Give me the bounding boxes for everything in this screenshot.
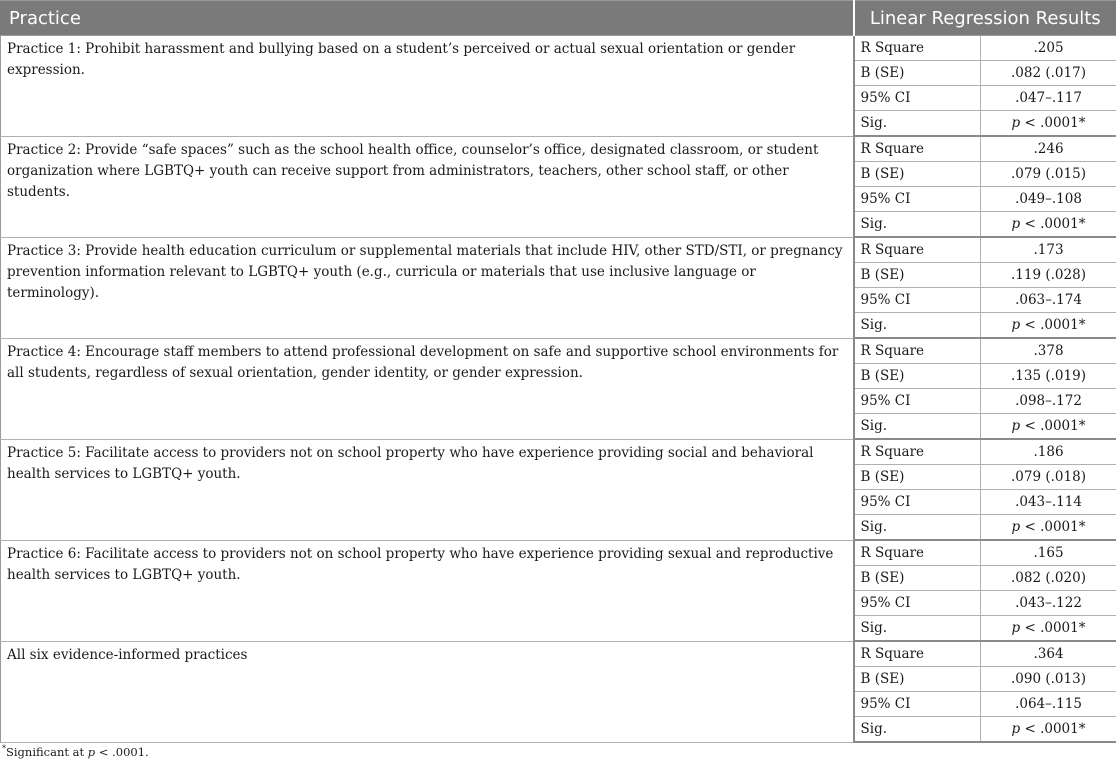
- stat-label: R Square: [854, 439, 981, 465]
- table-body: [1, 36, 1116, 743]
- table-footnote: [2, 744, 149, 759]
- p-value-symbol: p: [1011, 721, 1021, 737]
- table-row: [1, 641, 1116, 667]
- stat-value: .043–.114: [981, 490, 1116, 515]
- stat-label: 95% CI: [854, 591, 981, 616]
- p-value-text: < .0001*: [1020, 620, 1086, 636]
- table-row: [1, 36, 1116, 61]
- stat-label: Sig.: [854, 111, 981, 137]
- stat-value: .082 (.020): [981, 566, 1116, 591]
- table-row: [1, 439, 1116, 465]
- practice-column-header: Practice: [1, 1, 854, 36]
- stat-value: .079 (.015): [981, 162, 1116, 187]
- stat-value: .119 (.028): [981, 263, 1116, 288]
- stat-label: Sig.: [854, 515, 981, 541]
- p-value-symbol: p: [1011, 418, 1021, 434]
- stat-label: B (SE): [854, 566, 981, 591]
- stat-value: .043–.122: [981, 591, 1116, 616]
- stat-value: .049–.108: [981, 187, 1116, 212]
- stat-label: R Square: [854, 641, 981, 667]
- stat-label: B (SE): [854, 667, 981, 692]
- stat-value: .064–.115: [981, 692, 1116, 717]
- stat-label: Sig.: [854, 616, 981, 642]
- practice-description: Practice 2: Provide “safe spaces” such as the school health office, counselor’s office, designated classroom, or student organization where LGBTQ+ youth can receive support from administrators, teachers, other school staff, or other students.: [1, 136, 854, 237]
- stat-label: B (SE): [854, 263, 981, 288]
- footnote-p-symbol: p: [87, 744, 96, 759]
- stat-label: B (SE): [854, 364, 981, 389]
- p-value-symbol: p: [1011, 216, 1021, 232]
- stat-label: Sig.: [854, 212, 981, 238]
- stat-value: .098–.172: [981, 389, 1116, 414]
- practice-description: Practice 1: Prohibit harassment and bullying based on a student’s perceived or actual sexual orientation or gender expression.: [1, 36, 854, 137]
- stat-value: [981, 313, 1116, 339]
- stat-value: [981, 515, 1116, 541]
- table-row: [1, 136, 1116, 162]
- stat-value: .079 (.018): [981, 465, 1116, 490]
- stat-label: R Square: [854, 338, 981, 364]
- stat-label: B (SE): [854, 61, 981, 86]
- p-value-symbol: p: [1011, 620, 1021, 636]
- table-row: [1, 237, 1116, 263]
- stat-label: 95% CI: [854, 490, 981, 515]
- stat-label: Sig.: [854, 313, 981, 339]
- stat-value: .364: [981, 641, 1116, 667]
- stat-value: .205: [981, 36, 1116, 61]
- stat-value: .047–.117: [981, 86, 1116, 111]
- footnote-text-before: Significant at: [6, 744, 88, 759]
- stat-value: [981, 414, 1116, 440]
- stat-value: [981, 212, 1116, 238]
- stat-value: .135 (.019): [981, 364, 1116, 389]
- p-value-text: < .0001*: [1020, 115, 1086, 131]
- footnote-text-after: < .0001.: [95, 744, 149, 759]
- practice-description: Practice 5: Facilitate access to providers not on school property who have experience providing social and behavioral health services to LGBTQ+ youth.: [1, 439, 854, 540]
- p-value-text: < .0001*: [1020, 216, 1086, 232]
- stat-label: Sig.: [854, 414, 981, 440]
- stat-value: .173: [981, 237, 1116, 263]
- practice-description: Practice 4: Encourage staff members to attend professional development on safe and supportive school environments for all students, regardless of sexual orientation, gender identity, or gender expression.: [1, 338, 854, 439]
- p-value-text: < .0001*: [1020, 418, 1086, 434]
- practice-description: Practice 3: Provide health education curriculum or supplemental materials that include HIV, other STD/STI, or pregnancy prevention information relevant to LGBTQ+ youth (e.g., curricula or materials that use inclusive language or terminology).: [1, 237, 854, 338]
- stat-label: 95% CI: [854, 187, 981, 212]
- stat-label: R Square: [854, 237, 981, 263]
- stat-label: 95% CI: [854, 288, 981, 313]
- stat-label: 95% CI: [854, 86, 981, 111]
- stat-label: 95% CI: [854, 692, 981, 717]
- stat-label: 95% CI: [854, 389, 981, 414]
- table-row: [1, 338, 1116, 364]
- footnote-mark: *: [2, 744, 6, 753]
- p-value-symbol: p: [1011, 519, 1021, 535]
- stat-value: [981, 717, 1116, 743]
- p-value-text: < .0001*: [1020, 519, 1086, 535]
- stat-value: .186: [981, 439, 1116, 465]
- practice-description: All six evidence-informed practices: [1, 641, 854, 742]
- stat-value: .378: [981, 338, 1116, 364]
- p-value-symbol: p: [1011, 115, 1021, 131]
- stat-label: B (SE): [854, 162, 981, 187]
- stat-value: .090 (.013): [981, 667, 1116, 692]
- practice-description: Practice 6: Facilitate access to providers not on school property who have experience providing sexual and reproductive health services to LGBTQ+ youth.: [1, 540, 854, 641]
- p-value-text: < .0001*: [1020, 721, 1086, 737]
- stat-value: [981, 111, 1116, 137]
- p-value-text: < .0001*: [1020, 317, 1086, 333]
- stat-value: .082 (.017): [981, 61, 1116, 86]
- stat-value: .165: [981, 540, 1116, 566]
- stat-label: B (SE): [854, 465, 981, 490]
- stat-value: .246: [981, 136, 1116, 162]
- stat-label: R Square: [854, 540, 981, 566]
- p-value-symbol: p: [1011, 317, 1021, 333]
- results-column-header: Linear Regression Results: [854, 1, 1116, 36]
- stat-label: Sig.: [854, 717, 981, 743]
- table-row: [1, 540, 1116, 566]
- stat-value: [981, 616, 1116, 642]
- stat-value: .063–.174: [981, 288, 1116, 313]
- stat-label: R Square: [854, 136, 981, 162]
- stat-label: R Square: [854, 36, 981, 61]
- table-header-row: [1, 1, 1116, 36]
